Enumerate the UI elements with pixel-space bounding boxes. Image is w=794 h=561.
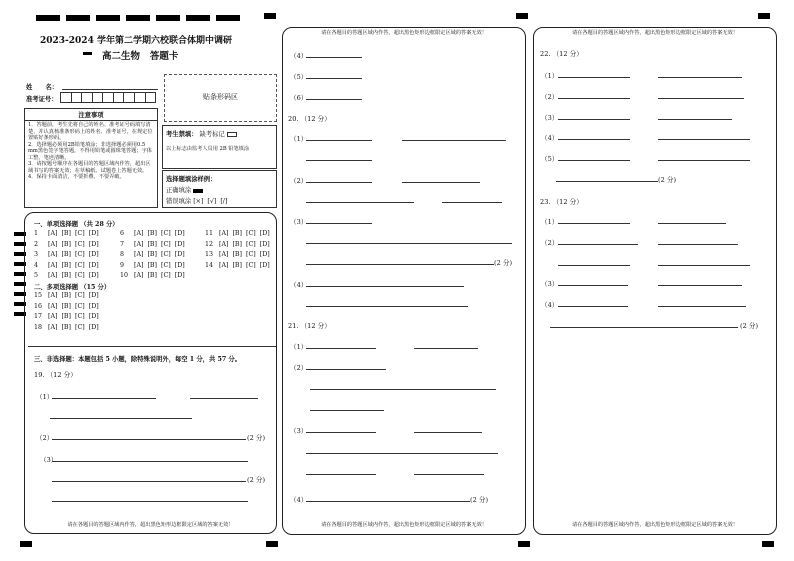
option-bubble-d[interactable]: [D] xyxy=(88,272,99,279)
question-number: 4 xyxy=(34,261,39,269)
answer-line[interactable] xyxy=(414,348,478,349)
timing-mark xyxy=(758,13,770,19)
timing-mark xyxy=(216,15,240,21)
option-bubble-a[interactable]: [A] xyxy=(48,261,58,269)
timing-mark xyxy=(266,541,278,547)
option-bubble-b[interactable]: [B] xyxy=(232,240,243,248)
answer-line[interactable] xyxy=(414,432,482,433)
option-bubble-d[interactable]: [D] xyxy=(88,292,99,299)
answer-line[interactable] xyxy=(306,57,362,58)
q19-part3: （3） xyxy=(40,456,58,464)
option-bubble-d[interactable]: [D] xyxy=(88,261,99,269)
question-number: 8 xyxy=(120,251,125,258)
choice-row-18 xyxy=(34,324,103,331)
choice-row-15 xyxy=(34,292,103,299)
answer-line[interactable] xyxy=(658,265,750,266)
answer-line[interactable] xyxy=(658,223,726,224)
question-number: 5 xyxy=(34,272,39,279)
q22-part2: （2） xyxy=(541,93,559,101)
option-bubble-c[interactable]: [C] xyxy=(161,272,171,279)
timing-mark xyxy=(66,15,90,21)
timing-mark xyxy=(126,15,150,21)
choice-row-7 xyxy=(120,241,189,248)
col2-part6: （6） xyxy=(290,94,308,102)
option-bubble-b[interactable]: [B] xyxy=(61,240,72,248)
option-bubble-a[interactable]: [A] xyxy=(48,292,58,299)
answer-line[interactable] xyxy=(52,398,156,399)
q23-part2: （2） xyxy=(541,239,559,247)
id-boxes[interactable] xyxy=(60,92,156,103)
choice-row-3 xyxy=(34,251,103,258)
correct-fill-label: 正确填涂 xyxy=(166,187,192,194)
option-bubble-a[interactable]: [A] xyxy=(48,323,58,331)
option-bubble-c[interactable]: [C] xyxy=(161,251,171,258)
answer-line[interactable] xyxy=(52,481,246,482)
q19-part1: （1） xyxy=(36,393,54,401)
option-bubble-c[interactable]: [C] xyxy=(75,292,85,299)
barcode-area xyxy=(164,74,277,122)
option-bubble-c[interactable]: [C] xyxy=(246,261,256,269)
choice-row-17 xyxy=(34,313,103,320)
option-bubble-b[interactable]: [B] xyxy=(61,251,72,258)
answer-line[interactable] xyxy=(306,501,470,502)
option-bubble-b[interactable]: [B] xyxy=(147,240,158,248)
option-bubble-c[interactable]: [C] xyxy=(75,313,85,320)
question-number: 11 xyxy=(205,230,214,237)
option-bubble-d[interactable]: [D] xyxy=(174,251,185,258)
answer-line[interactable] xyxy=(658,77,742,78)
option-bubble-d[interactable]: [D] xyxy=(88,251,99,258)
option-bubble-a[interactable]: [A] xyxy=(219,230,229,237)
answer-line[interactable] xyxy=(310,410,384,411)
col2-part4: （4） xyxy=(290,52,308,60)
choice-row-5 xyxy=(34,272,103,279)
option-bubble-d[interactable]: [D] xyxy=(174,272,185,279)
choice-row-11 xyxy=(205,230,274,237)
q23-part4: （4） xyxy=(541,301,559,309)
option-bubble-c[interactable]: [C] xyxy=(75,230,85,237)
option-bubble-b[interactable]: [B] xyxy=(61,323,72,331)
q20-part1: （1） xyxy=(290,135,308,143)
choice-row-13 xyxy=(205,251,274,258)
option-bubble-b[interactable]: [B] xyxy=(147,230,158,237)
answer-line[interactable] xyxy=(556,181,658,182)
option-bubble-b[interactable]: [B] xyxy=(61,292,72,299)
choice-row-1 xyxy=(34,230,103,237)
option-bubble-b[interactable]: [B] xyxy=(232,251,243,258)
barcode-label: 贴条形码区 xyxy=(203,93,238,101)
timing-mark xyxy=(762,541,774,547)
q20-title: 20. （12 分） xyxy=(288,115,331,123)
answer-line[interactable] xyxy=(558,139,630,140)
option-bubble-d[interactable]: [D] xyxy=(88,240,99,248)
q21-part1: （1） xyxy=(290,343,308,351)
q21-part4: （4） xyxy=(290,496,308,504)
exam-ban-box xyxy=(162,125,277,169)
score-note: (2 分) xyxy=(247,476,266,484)
answer-line[interactable] xyxy=(306,78,362,79)
name-label: 姓 名： xyxy=(26,84,59,91)
question-number: 12 xyxy=(205,240,214,248)
choice-row-6 xyxy=(120,230,189,237)
answer-line[interactable] xyxy=(402,182,480,183)
option-bubble-b[interactable]: [B] xyxy=(61,272,72,279)
question-number: 16 xyxy=(34,302,43,310)
q23-title: 23. （12 分） xyxy=(540,198,583,206)
notice-title: 注意事项 xyxy=(25,109,157,121)
question-number: 10 xyxy=(120,272,129,279)
option-bubble-a[interactable]: [A] xyxy=(219,261,229,269)
option-bubble-d[interactable]: [D] xyxy=(174,240,185,248)
q21-part2: （2） xyxy=(290,364,308,372)
score-note: (2 分) xyxy=(494,259,513,267)
q21-title: 21. （12 分） xyxy=(288,322,331,330)
card-subtitle: 高二生物 答题卡 xyxy=(102,51,179,62)
option-bubble-b[interactable]: [B] xyxy=(61,313,72,320)
answer-panel-3 xyxy=(533,27,777,535)
notice-box xyxy=(24,108,158,208)
title-marker xyxy=(83,52,92,55)
question-number: 18 xyxy=(34,323,43,331)
timing-mark xyxy=(96,15,120,21)
answer-line[interactable] xyxy=(306,182,372,183)
choice-row-8 xyxy=(120,251,189,258)
wrong-fill-label: 错误填涂 xyxy=(166,198,192,205)
answer-line[interactable] xyxy=(658,306,746,307)
q23-part1: （1） xyxy=(541,218,559,226)
option-bubble-c[interactable]: [C] xyxy=(75,272,85,279)
q19-title: 19. （12 分） xyxy=(34,371,77,379)
answer-line[interactable] xyxy=(558,160,630,161)
score-note: (2 分) xyxy=(247,434,266,442)
score-note: (2 分) xyxy=(740,322,759,330)
answer-line[interactable] xyxy=(558,265,630,266)
answer-line[interactable] xyxy=(306,140,372,141)
answer-line[interactable] xyxy=(558,306,628,307)
answer-line[interactable] xyxy=(306,202,414,203)
timing-mark xyxy=(36,15,60,21)
option-bubble-b[interactable]: [B] xyxy=(147,272,158,279)
question-number: 3 xyxy=(34,251,39,258)
q20-part3: （3） xyxy=(290,218,308,226)
option-bubble-b[interactable]: [B] xyxy=(232,261,243,269)
choice-row-9 xyxy=(120,262,189,269)
exam-ban-label: 考生禁填： xyxy=(166,131,198,138)
timing-mark xyxy=(156,15,180,21)
choice-row-14 xyxy=(205,262,274,269)
timing-mark xyxy=(20,541,32,547)
option-bubble-d[interactable]: [D] xyxy=(259,251,270,258)
option-bubble-c[interactable]: [C] xyxy=(75,302,85,310)
boundary-notice: 请在各题目的答题区域内作答，超出黑色矩形边框限定区域的答案无效！ xyxy=(571,522,738,528)
option-bubble-a[interactable]: [A] xyxy=(134,272,144,279)
answer-line[interactable] xyxy=(306,99,362,100)
answer-line[interactable] xyxy=(52,439,246,440)
answer-line[interactable] xyxy=(558,285,628,286)
q22-part3: （3） xyxy=(541,114,559,122)
boundary-notice: 请在各题目的答题区域内作答，超出黑色矩形边框限定区域的答案无效！ xyxy=(320,30,487,36)
answer-panel-2 xyxy=(282,27,526,535)
notice-item: 1．答题前，考生先将自己的姓名、准考证号码填写清楚，并认真核准条形码上的姓名、准考证号，在规定位置贴好条形码。 xyxy=(28,122,153,141)
notice-item: 3．请按题号顺序在各题目的答题区域内作答，超出区域书写的答案无效；在草稿纸、试题卷上答题无效。 xyxy=(28,161,151,174)
option-bubble-a[interactable]: [A] xyxy=(134,261,144,269)
answer-line[interactable] xyxy=(306,160,372,161)
answer-line[interactable] xyxy=(658,285,742,286)
answer-line[interactable] xyxy=(558,119,630,120)
answer-line[interactable] xyxy=(306,348,376,349)
q23-part3: （3） xyxy=(541,280,559,288)
answer-line[interactable] xyxy=(658,98,744,99)
q22-title: 22. （12 分） xyxy=(540,50,583,58)
answer-line[interactable] xyxy=(402,140,506,141)
question-number: 2 xyxy=(34,240,39,248)
option-bubble-c[interactable]: [C] xyxy=(75,251,85,258)
nonchoice-heading: 三、非选择题：本题包括 5 小题，除特殊说明外，每空 1 分，共 57 分。 xyxy=(34,356,241,363)
option-bubble-a[interactable]: [A] xyxy=(219,240,229,248)
option-bubble-a[interactable]: [A] xyxy=(134,230,144,237)
answer-line[interactable] xyxy=(50,418,192,419)
option-bubble-a[interactable]: [A] xyxy=(134,240,144,248)
option-bubble-d[interactable]: [D] xyxy=(88,323,99,331)
timing-mark xyxy=(186,15,210,21)
absent-label: 缺考标记 xyxy=(199,131,225,138)
option-bubble-d[interactable]: [D] xyxy=(174,230,185,237)
answer-line[interactable] xyxy=(558,98,630,99)
id-label: 准考证号： xyxy=(26,96,58,103)
multi-choice-heading: 二、多项选择题 （15 分） xyxy=(34,284,111,291)
answer-line[interactable] xyxy=(306,286,464,287)
choice-row-4 xyxy=(34,262,103,269)
exam-title: 2023-2024 学年第二学期六校联合体期中调研 xyxy=(40,36,232,46)
score-note: (2 分) xyxy=(470,496,489,504)
option-bubble-c[interactable]: [C] xyxy=(75,323,85,331)
answer-line[interactable] xyxy=(306,369,386,370)
option-bubble-d[interactable]: [D] xyxy=(88,230,99,237)
score-note: (2 分) xyxy=(658,176,677,184)
q19-part2: （2） xyxy=(36,434,54,442)
answer-line[interactable] xyxy=(306,453,498,454)
option-bubble-c[interactable]: [C] xyxy=(161,230,171,237)
answer-line[interactable] xyxy=(658,160,750,161)
boundary-notice: 请在各题目的答题区域内作答，超出黑色矩形边框限定区域的答案无效！ xyxy=(67,522,234,528)
answer-line[interactable] xyxy=(658,139,750,140)
question-number: 7 xyxy=(120,240,125,248)
option-bubble-b[interactable]: [B] xyxy=(61,230,72,237)
q20-part4: （4） xyxy=(290,281,308,289)
option-bubble-d[interactable]: [D] xyxy=(259,240,270,248)
name-field[interactable] xyxy=(62,89,158,90)
boundary-notice: 请在各题目的答题区域内作答，超出黑色矩形边框限定区域的答案无效！ xyxy=(571,30,738,36)
choice-row-2 xyxy=(34,241,103,248)
q22-part5: （5） xyxy=(541,155,559,163)
option-bubble-b[interactable]: [B] xyxy=(147,261,158,269)
option-bubble-a[interactable]: [A] xyxy=(48,272,58,279)
boundary-notice: 请在各题目的答题区域内作答，超出黑色矩形边框限定区域的答案无效！ xyxy=(320,522,487,528)
option-bubble-d[interactable]: [D] xyxy=(174,261,185,269)
choice-row-12 xyxy=(205,241,274,248)
q21-part3: （3） xyxy=(290,427,308,435)
option-bubble-b[interactable]: [B] xyxy=(61,302,72,310)
exam-ban-note: 以上标志由监考人员用 2B 铅笔填涂 xyxy=(166,146,250,152)
answer-line[interactable] xyxy=(442,202,502,203)
answer-line[interactable] xyxy=(52,461,248,462)
option-bubble-a[interactable]: [A] xyxy=(219,251,229,258)
option-bubble-d[interactable]: [D] xyxy=(259,230,270,237)
option-bubble-a[interactable]: [A] xyxy=(48,251,58,258)
timing-mark xyxy=(518,541,530,547)
question-number: 14 xyxy=(205,261,214,269)
timing-mark xyxy=(264,13,276,19)
question-number: 6 xyxy=(120,230,125,237)
answer-line[interactable] xyxy=(306,474,376,475)
answer-line[interactable] xyxy=(558,244,638,245)
q22-part1: （1） xyxy=(541,72,559,80)
option-bubble-c[interactable]: [C] xyxy=(246,251,256,258)
answer-line[interactable] xyxy=(310,389,496,390)
notice-item: 2．选择题必须用2B铅笔填涂；非选择题必须用0.5 mm黑色签字笔答题，不得用铅笔或圆珠笔答题；字体工整、笔迹清晰。 xyxy=(28,141,152,161)
answer-line[interactable] xyxy=(306,243,512,244)
q22-part4: （4） xyxy=(541,134,559,142)
answer-line[interactable] xyxy=(658,244,738,245)
option-bubble-b[interactable]: [B] xyxy=(147,251,158,258)
answer-line[interactable] xyxy=(414,474,484,475)
option-bubble-a[interactable]: [A] xyxy=(48,313,58,320)
wrong-fill-marks: [×] [√] [/] xyxy=(193,198,228,205)
answer-line[interactable] xyxy=(190,398,258,399)
question-number: 15 xyxy=(34,292,43,299)
answer-line[interactable] xyxy=(52,501,248,502)
timing-mark xyxy=(516,13,528,19)
answer-line[interactable] xyxy=(550,327,738,328)
question-number: 13 xyxy=(205,251,214,258)
answer-line[interactable] xyxy=(306,432,376,433)
notice-item: 4．保持卡面清洁，不要折叠、不要弄破。 xyxy=(28,174,125,180)
option-bubble-d[interactable]: [D] xyxy=(259,261,270,269)
question-number: 9 xyxy=(120,261,125,269)
option-bubble-d[interactable]: [D] xyxy=(88,302,99,310)
option-bubble-d[interactable]: [D] xyxy=(88,313,99,320)
option-bubble-b[interactable]: [B] xyxy=(232,230,243,237)
option-bubble-c[interactable]: [C] xyxy=(161,261,171,269)
answer-line[interactable] xyxy=(306,306,468,307)
option-bubble-a[interactable]: [A] xyxy=(48,240,58,248)
question-number: 17 xyxy=(34,313,43,320)
option-bubble-a[interactable]: [A] xyxy=(134,251,144,258)
answer-line[interactable] xyxy=(306,223,372,224)
option-bubble-b[interactable]: [B] xyxy=(61,261,72,269)
option-bubble-a[interactable]: [A] xyxy=(48,230,58,237)
fill-example-title: 选择题填涂样例： xyxy=(166,176,217,183)
absent-checkbox[interactable] xyxy=(227,132,237,137)
correct-fill-mark xyxy=(193,189,203,193)
choice-row-16 xyxy=(34,303,103,310)
question-number: 1 xyxy=(34,230,39,237)
answer-line[interactable] xyxy=(306,264,494,265)
answer-line[interactable] xyxy=(558,77,630,78)
col2-part5: （5） xyxy=(290,73,308,81)
option-bubble-c[interactable]: [C] xyxy=(246,230,256,237)
single-choice-heading: 一、单项选择题 （共 28 分） xyxy=(34,221,119,228)
option-bubble-c[interactable]: [C] xyxy=(161,240,171,248)
q20-part2: （2） xyxy=(290,177,308,185)
fill-example-box xyxy=(162,170,277,208)
answer-line[interactable] xyxy=(558,223,630,224)
choice-row-10 xyxy=(120,272,189,279)
answer-line[interactable] xyxy=(658,119,732,120)
option-bubble-c[interactable]: [C] xyxy=(75,261,85,269)
option-bubble-c[interactable]: [C] xyxy=(75,240,85,248)
option-bubble-a[interactable]: [A] xyxy=(48,302,58,310)
option-bubble-c[interactable]: [C] xyxy=(246,240,256,248)
